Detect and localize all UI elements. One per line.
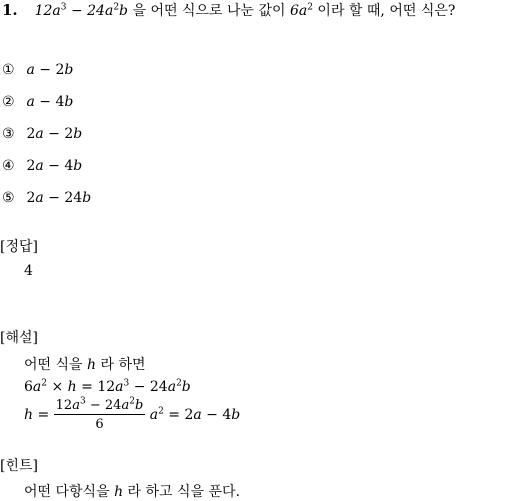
hint-variable: h [114,484,124,500]
choice-3-mark: ③ [2,126,15,142]
choice-2[interactable] [2,94,73,110]
choice-5-expr: 2a − 24b [26,190,92,206]
hint-label: [힌트] [0,458,38,474]
hint-text [24,481,240,501]
choice-4-mark: ④ [2,158,15,174]
choice-2-expr: a − 4b [26,94,74,110]
question-number: 1. [2,1,18,19]
question-text: 을 어떤 식으로 나눈 값이 [132,3,286,19]
question-line [2,0,455,20]
choice-3[interactable] [2,126,82,142]
hint-text-start: 어떤 다항식을 [24,484,110,500]
choice-5[interactable] [2,190,91,206]
choice-4-expr: 2a − 4b [26,158,83,174]
explanation-line-3: h = $\frac{12a^3 - 24a^2b}{6}$ $a^2 = 2a - 4b$ [24,396,241,432]
choice-2-mark: ② [2,94,15,110]
choice-1-expr: a − 2b [26,62,74,78]
question-text-end: 이라 할 때, 어떤 식은? [317,3,456,19]
explanation-variable: h [87,357,97,373]
explanation-line-1 [24,354,146,374]
question-value: $6a^2$ [289,2,313,19]
answer-value: 4 [24,263,33,279]
choice-1[interactable] [2,62,73,78]
explanation-fraction: $\frac{12a^3 - 24a^2b}{6}$ [55,396,144,432]
explanation-text-end: 라 하면 [100,357,146,373]
answer-label: [정답] [0,239,38,255]
choice-3-expr: 2a − 2b [26,126,83,142]
choice-4[interactable] [2,158,82,174]
explanation-label: [해설] [0,330,38,346]
explanation-text: 어떤 식을 [24,357,83,373]
choice-1-mark: ① [2,62,15,78]
question-expression: $12a^3 - 24a^2b$ [34,2,129,19]
choice-5-mark: ⑤ [2,190,15,206]
explanation-line-2: $6a^2 \times h = 12a^3 - 24a^2b$ [24,378,191,395]
hint-text-end: 라 하고 식을 푼다. [127,484,241,500]
